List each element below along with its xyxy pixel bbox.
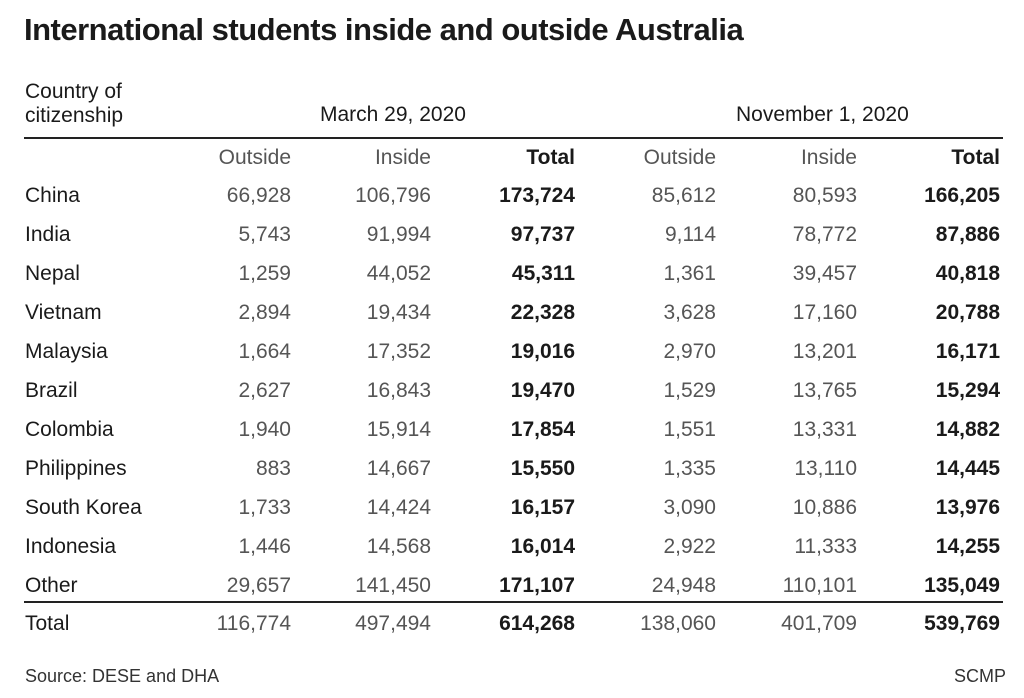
cell-march-outside: 5,743: [238, 223, 291, 246]
col-header-november-inside: Inside: [800, 146, 857, 169]
source-note: Source: DESE and DHA: [25, 666, 220, 686]
table-row: [0, 371, 1024, 410]
cell-november-total: 539,769: [924, 612, 1000, 635]
cell-march-total: 171,107: [499, 574, 575, 597]
cell-march-outside: 1,940: [238, 418, 291, 441]
total-row: [0, 604, 1024, 643]
cell-march-total: 19,016: [510, 340, 575, 363]
cell-november-total: 40,818: [935, 262, 1000, 285]
cell-march-outside: 2,894: [238, 301, 291, 324]
cell-march-total: 15,550: [510, 457, 575, 480]
cell-november-outside: 2,922: [663, 535, 716, 558]
cell-november-total: 14,445: [935, 457, 1000, 480]
cell-november-inside: 80,593: [792, 184, 857, 207]
cell-november-inside: 110,101: [782, 574, 857, 597]
cell-march-inside: 14,667: [366, 457, 431, 480]
cell-november-inside: 13,765: [792, 379, 857, 402]
cell-march-outside: 883: [255, 457, 291, 480]
table-row: [0, 566, 1024, 605]
cell-march-outside: 66,928: [226, 184, 291, 207]
cell-march-inside: 106,796: [355, 184, 431, 207]
country-name: South Korea: [25, 496, 142, 519]
cell-november-inside: 17,160: [792, 301, 857, 324]
cell-march-inside: 17,352: [366, 340, 431, 363]
cell-november-inside: 13,201: [792, 340, 857, 363]
table-row: [0, 488, 1024, 527]
col-header-november-total: Total: [951, 146, 1000, 169]
header-divider: [24, 137, 1003, 139]
cell-march-outside: 2,627: [238, 379, 291, 402]
cell-march-total: 97,737: [510, 223, 575, 246]
country-name: Colombia: [25, 418, 114, 441]
cell-march-inside: 16,843: [366, 379, 431, 402]
table-row: [0, 449, 1024, 488]
cell-march-outside: 1,733: [238, 496, 291, 519]
table-row: [0, 293, 1024, 332]
table-row: [0, 176, 1024, 215]
cell-november-outside: 2,970: [663, 340, 716, 363]
cell-november-total: 87,886: [935, 223, 1000, 246]
cell-march-total: 45,311: [511, 262, 575, 285]
cell-november-inside: 13,110: [794, 457, 857, 480]
cell-november-outside: 1,361: [663, 262, 716, 285]
cell-march-inside: 91,994: [366, 223, 431, 246]
cell-november-inside: 401,709: [781, 612, 857, 635]
col-header-november-outside: Outside: [643, 146, 716, 169]
total-divider: [24, 601, 1003, 603]
country-name: India: [25, 223, 71, 246]
country-name: Indonesia: [25, 535, 117, 558]
cell-november-outside: 1,335: [663, 457, 716, 480]
cell-november-outside: 1,551: [663, 418, 716, 441]
cell-november-outside: 3,090: [663, 496, 716, 519]
cell-march-inside: 15,914: [366, 418, 431, 441]
cell-november-total: 14,255: [935, 535, 1000, 558]
cell-march-total: 19,470: [510, 379, 575, 402]
cell-november-inside: 11,333: [794, 535, 857, 558]
cell-november-outside: 85,612: [651, 184, 716, 207]
cell-november-inside: 10,886: [792, 496, 857, 519]
country-header-line-1: Country of: [25, 80, 122, 103]
country-name: China: [25, 184, 80, 207]
col-header-march-outside: Outside: [218, 146, 291, 169]
cell-march-inside: 14,424: [366, 496, 431, 519]
cell-march-outside: 1,446: [238, 535, 291, 558]
cell-november-total: 14,882: [935, 418, 1000, 441]
country-name: Philippines: [25, 457, 127, 480]
cell-march-inside: 44,052: [366, 262, 431, 285]
cell-november-inside: 13,331: [792, 418, 857, 441]
table-row: [0, 527, 1024, 566]
period-header-november: November 1, 2020: [736, 103, 909, 126]
cell-march-inside: 497,494: [355, 612, 431, 635]
cell-november-inside: 78,772: [792, 223, 857, 246]
cell-march-total: 173,724: [499, 184, 575, 207]
cell-march-inside: 141,450: [355, 574, 431, 597]
cell-march-outside: 116,774: [216, 612, 291, 635]
col-header-march-total: Total: [526, 146, 575, 169]
cell-march-total: 16,157: [510, 496, 575, 519]
credit-label: SCMP: [953, 666, 1006, 686]
table-row: [0, 410, 1024, 449]
cell-november-total: 166,205: [924, 184, 1000, 207]
table-row: [0, 254, 1024, 293]
period-header-march: March 29, 2020: [320, 103, 466, 126]
cell-march-outside: 1,259: [238, 262, 291, 285]
cell-march-inside: 19,434: [366, 301, 431, 324]
cell-march-outside: 29,657: [226, 574, 291, 597]
cell-november-total: 13,976: [935, 496, 1000, 519]
cell-march-total: 22,328: [510, 301, 575, 324]
col-header-march-inside: Inside: [374, 146, 431, 169]
cell-november-total: 16,171: [935, 340, 1000, 363]
country-name: Brazil: [25, 379, 78, 402]
cell-november-total: 20,788: [935, 301, 1000, 324]
cell-march-total: 614,268: [499, 612, 575, 635]
country-name: Malaysia: [25, 340, 108, 363]
cell-november-outside: 1,529: [663, 379, 716, 402]
cell-november-outside: 138,060: [640, 612, 716, 635]
total-label: Total: [25, 612, 70, 635]
table-row: [0, 332, 1024, 371]
cell-march-outside: 1,664: [238, 340, 291, 363]
cell-november-total: 135,049: [924, 574, 1000, 597]
country-name: Nepal: [25, 262, 80, 285]
chart-title: International students inside and outside Australia: [24, 12, 744, 47]
country-name: Other: [25, 574, 78, 597]
country-column-header: [25, 80, 123, 128]
cell-march-total: 16,014: [510, 535, 575, 558]
table-row: [0, 215, 1024, 254]
country-header-line-2: citizenship: [25, 104, 124, 127]
cell-november-inside: 39,457: [792, 262, 857, 285]
cell-march-total: 17,854: [510, 418, 575, 441]
cell-march-inside: 14,568: [366, 535, 431, 558]
cell-november-outside: 3,628: [663, 301, 716, 324]
cell-november-total: 15,294: [935, 379, 1000, 402]
country-name: Vietnam: [25, 301, 102, 324]
cell-november-outside: 24,948: [651, 574, 716, 597]
cell-november-outside: 9,114: [665, 223, 716, 246]
